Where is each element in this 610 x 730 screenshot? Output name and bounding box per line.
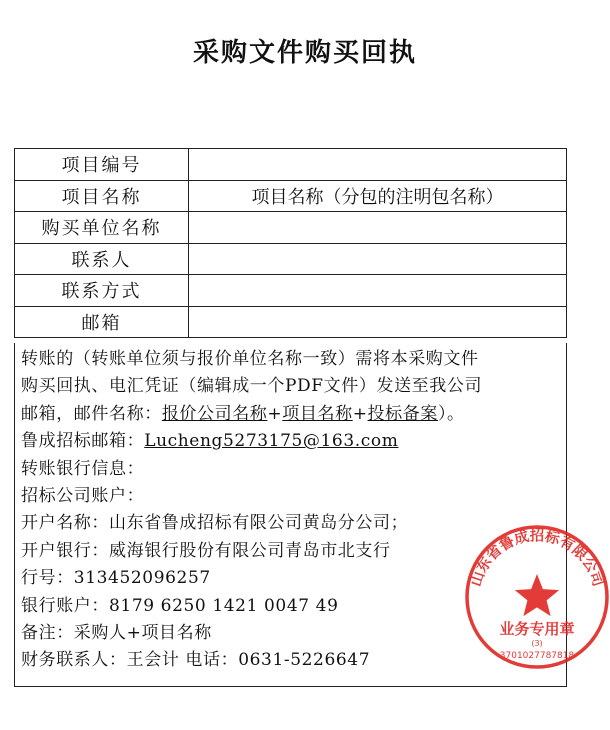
note-line-3-prefix: 邮箱，邮件名称： <box>21 403 162 424</box>
label-email: 邮箱 <box>15 306 189 338</box>
company-seal-stamp <box>462 522 610 672</box>
mail-name-part-filing: 投标备案 <box>367 403 438 424</box>
email-label: 鲁成招标邮箱： <box>21 431 145 452</box>
label-buyer-unit: 购买单位名称 <box>15 212 189 244</box>
email-link[interactable]: Lucheng5273175@163.com <box>144 431 399 452</box>
seal-purpose: 业务专用章 <box>499 620 575 638</box>
row-contact-person <box>15 243 567 275</box>
value-project-name[interactable]: 项目名称（分包的注明包名称） <box>189 180 567 212</box>
plus-sign-2: + <box>352 403 368 424</box>
company-account-heading: 招标公司账户： <box>21 486 145 507</box>
label-project-number: 项目编号 <box>15 149 189 181</box>
value-project-number[interactable] <box>189 149 567 181</box>
value-contact-person[interactable] <box>189 243 567 275</box>
label-project-name: 项目名称 <box>15 180 189 212</box>
account-number: 银行账户：8179 6250 1421 0047 49 <box>21 595 339 616</box>
value-email[interactable] <box>189 306 567 338</box>
note-line-2: 购买回执、电汇凭证（编辑成一个PDF文件）发送至我公司 <box>21 376 483 397</box>
bank-info-heading: 转账银行信息： <box>21 458 145 479</box>
value-contact-method[interactable] <box>189 275 567 307</box>
remark: 备注：采购人+项目名称 <box>21 623 212 644</box>
receipt-form-table <box>14 148 567 338</box>
seal-code: 3701027787818 <box>499 651 575 661</box>
label-contact-person: 联系人 <box>15 243 189 275</box>
mail-name-part-project: 项目名称 <box>282 403 353 424</box>
email-line <box>21 428 560 455</box>
row-project-number <box>15 149 567 181</box>
row-buyer-unit <box>15 212 567 244</box>
note-line-3 <box>21 401 560 428</box>
bank-code: 行号：313452096257 <box>21 568 211 589</box>
plus-sign-1: + <box>267 403 283 424</box>
row-project-name <box>15 180 567 212</box>
mail-name-part-company: 报价公司名称 <box>161 403 268 424</box>
seal-company-name: 山东省鲁成招标有限公司 <box>468 528 606 589</box>
label-contact-method: 联系方式 <box>15 275 189 307</box>
document-title: 采购文件购买回执 <box>192 38 417 68</box>
value-buyer-unit[interactable] <box>189 212 567 244</box>
row-contact-method <box>15 275 567 307</box>
finance-contact: 财务联系人：王会计 电话：0631-5226647 <box>21 650 371 671</box>
note-line-1: 转账的（转账单位须与报价单位名称一致）需将本采购文件 <box>21 349 479 369</box>
account-name: 开户名称：山东省鲁成招标有限公司黄岛分公司； <box>21 513 409 534</box>
seal-mark: (3) <box>531 639 543 648</box>
seal-star-icon <box>515 574 559 616</box>
bank-name: 开户银行：威海银行股份有限公司青岛市北支行 <box>21 540 391 561</box>
row-email <box>15 306 567 338</box>
note-line-3-suffix: ）。 <box>437 403 465 424</box>
